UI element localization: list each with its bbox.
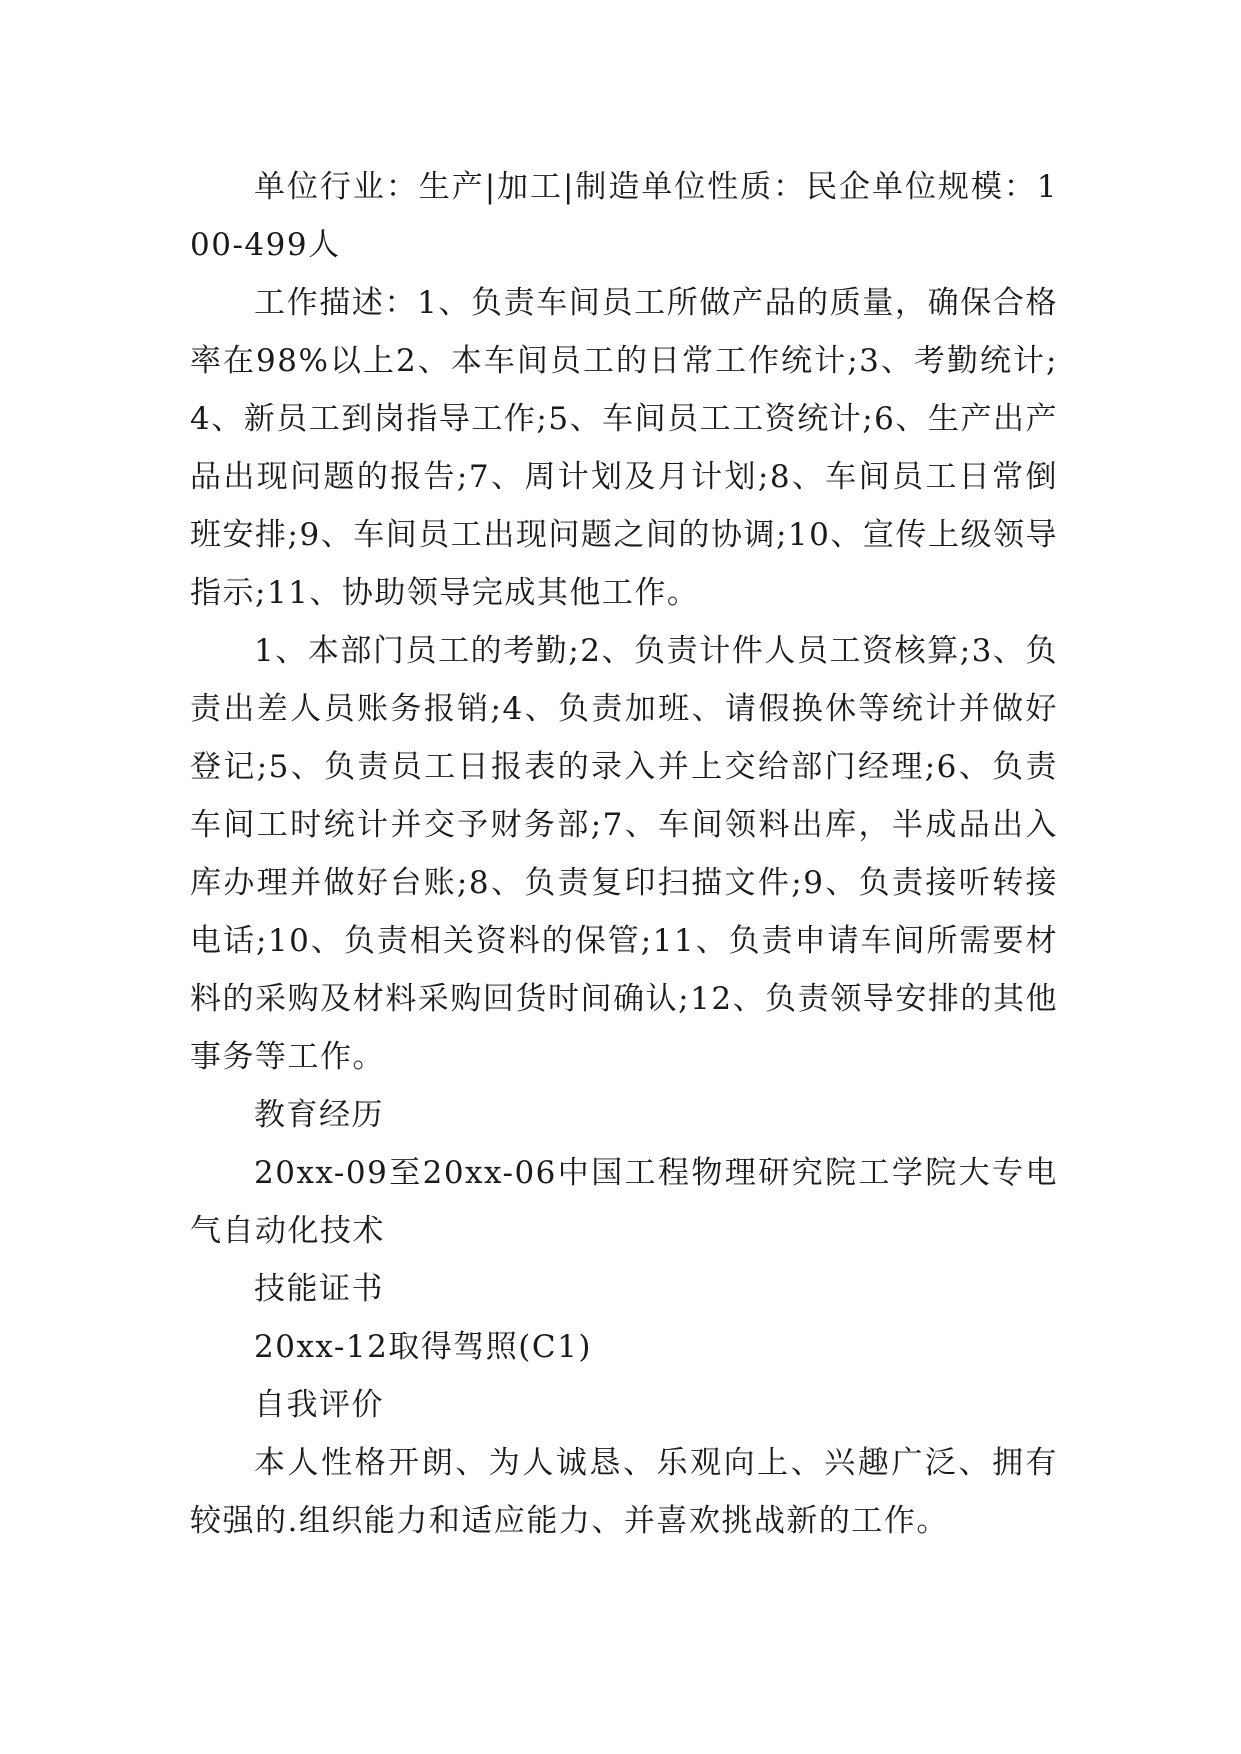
education-entry: 20xx-09至20xx-06中国工程物理研究院工学院大专电气自动化技术 <box>190 1155 1058 1249</box>
document-body <box>190 158 1058 1550</box>
education-heading: 教育经历 <box>254 1097 384 1133</box>
certificate-entry: 20xx-12取得驾照(C1) <box>254 1329 592 1365</box>
certificates-heading: 技能证书 <box>254 1271 384 1307</box>
self-evaluation-paragraph: 本人性格开朗、为人诚恳、乐观向上、兴趣广泛、拥有较强的.组织能力和适应能力、并喜欢挑战新的工作。 <box>190 1445 1058 1539</box>
job-description-paragraph: 工作描述：1、负责车间员工所做产品的质量，确保合格率在98%以上2、本车间员工的日常工作统计;3、考勤统计;4、新员工到岗指导工作;5、车间员工工资统计;6、生产出产品出现问题的报告;7、周计划及月计划;8、车间员工日常倒班安排;9、车间员工出现问题之间的协调;10、宣传上级领导指示;11、协助领导完成其他工作。 <box>190 285 1058 611</box>
duties-paragraph: 1、本部门员工的考勤;2、负责计件人员工资核算;3、负责出差人员账务报销;4、负责加班、请假换休等统计并做好登记;5、负责员工日报表的录入并上交给部门经理;6、负责车间工时统计并交予财务部;7、车间领料出库，半成品出入库办理并做好台账;8、负责复印扫描文件;9、负责接听转接电话;10、负责相关资料的保管;11、负责申请车间所需要材料的采购及材料采购回货时间确认;12、负责领导安排的其他事务等工作。 <box>190 633 1058 1075</box>
self-evaluation-heading: 自我评价 <box>254 1387 384 1423</box>
company-info-paragraph: 单位行业：生产|加工|制造单位性质：民企单位规模：100-499人 <box>190 169 1058 263</box>
